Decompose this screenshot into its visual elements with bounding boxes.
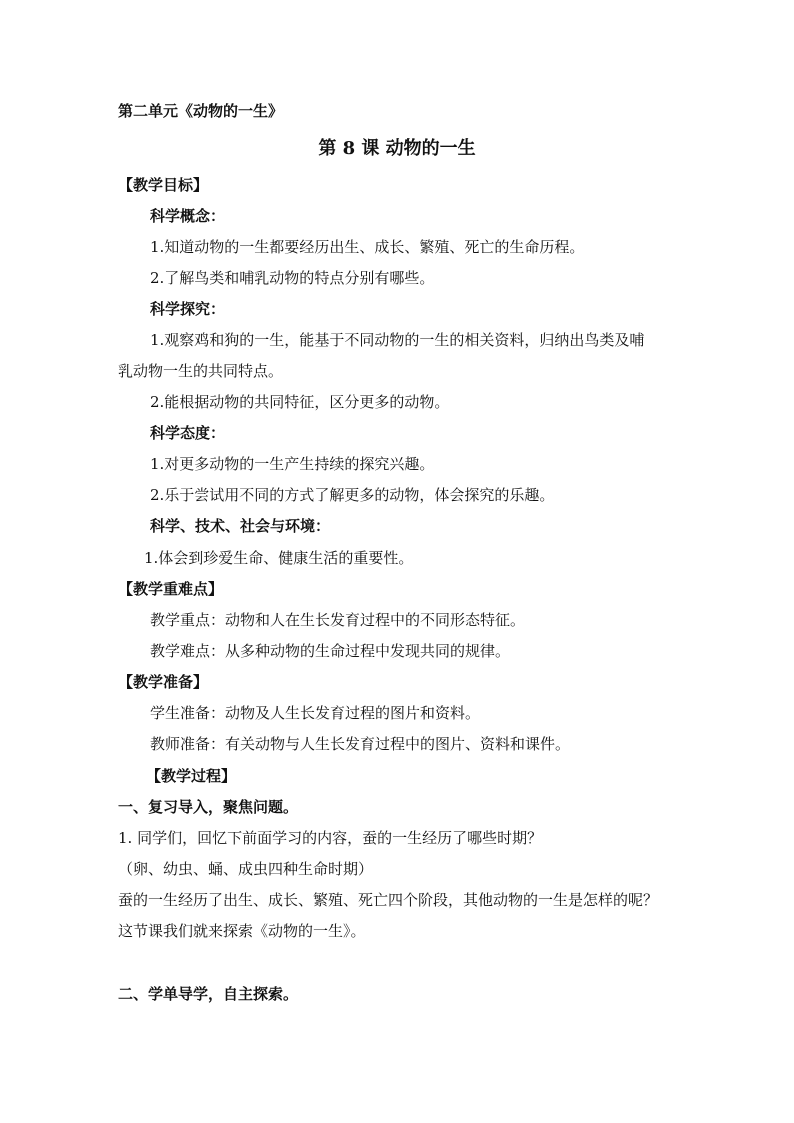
inquiry-item-2: 2.能根据动物的共同特征，区分更多的动物。 [150, 393, 450, 411]
preparation-heading: 【教学准备】 [118, 673, 209, 691]
stse-item-1: 1.体会到珍爱生命、健康生活的重要性。 [144, 549, 414, 567]
key-point-focus: 教学重点：动物和人在生长发育过程中的不同形态特征。 [150, 611, 526, 629]
attitude-item-1: 1.对更多动物的一生产生持续的探究兴趣。 [150, 455, 435, 473]
preparation-teacher: 教师准备：有关动物与人生长发育过程中的图片、资料和课件。 [150, 735, 571, 753]
process-heading: 【教学过程】 [146, 767, 237, 785]
stse-heading: 科学、技术、社会与环境： [150, 517, 331, 535]
lesson-title: 第 8 课 动物的一生 [318, 138, 476, 159]
section-2-heading: 二、学单导学，自主探索。 [118, 985, 299, 1003]
concept-item-1: 1.知道动物的一生都要经历出生、成长、繁殖、死亡的生命历程。 [150, 238, 585, 256]
section-1-question: 1. 同学们，回忆下前面学习的内容，蚕的一生经历了哪些时期？ [118, 829, 543, 847]
section-1-paragraph-2: 这节课我们就来探索《动物的一生》。 [118, 922, 366, 940]
objectives-heading: 【教学目标】 [118, 176, 209, 194]
inquiry-item-1-line-1: 1.观察鸡和狗的一生，能基于不同动物的一生的相关资料，归纳出鸟类及哺 [150, 331, 645, 349]
section-1-paragraph-1: 蚕的一生经历了出生、成长、繁殖、死亡四个阶段，其他动物的一生是怎样的呢？ [118, 891, 659, 909]
unit-heading: 第二单元《动物的一生》 [118, 102, 284, 120]
inquiry-item-1-line-2: 乳动物一生的共同特点。 [118, 362, 284, 380]
section-1-heading: 一、复习导入，聚焦问题。 [118, 798, 299, 816]
concept-heading: 科学概念： [150, 207, 226, 225]
attitude-heading: 科学态度： [150, 424, 226, 442]
preparation-student: 学生准备：动物及人生长发育过程的图片和资料。 [150, 704, 481, 722]
key-point-difficulty: 教学难点：从多种动物的生命过程中发现共同的规律。 [150, 642, 511, 660]
key-points-heading: 【教学重难点】 [118, 580, 224, 598]
inquiry-heading: 科学探究： [150, 300, 226, 318]
concept-item-2: 2.了解鸟类和哺乳动物的特点分别有哪些。 [150, 269, 435, 287]
attitude-item-2: 2.乐于尝试用不同的方式了解更多的动物，体会探究的乐趣。 [150, 486, 555, 504]
section-1-answer: （卵、幼虫、蛹、成虫四种生命时期） [118, 860, 374, 878]
